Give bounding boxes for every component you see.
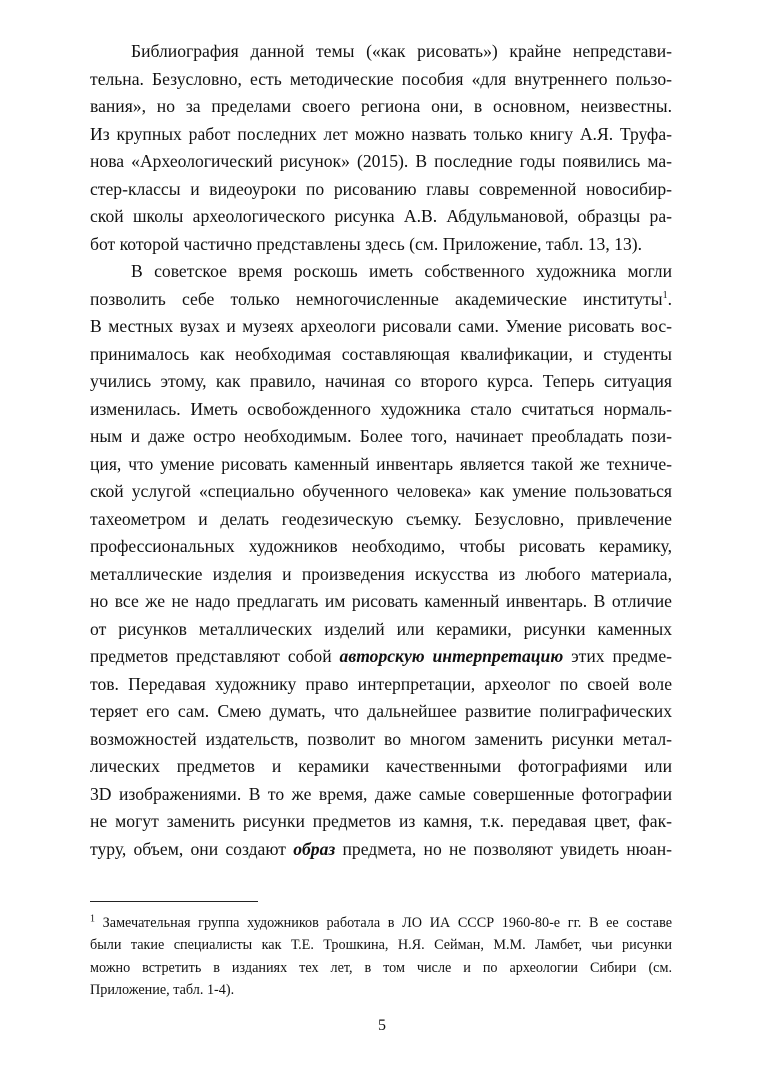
body-text xyxy=(90,38,672,863)
footnote-line: Приложение, табл. 1-4). xyxy=(90,981,235,998)
text-line: тельна. Безусловно, есть методические пособия «для внутреннего пользо- xyxy=(90,68,672,89)
text-line: В советское время роскошь иметь собственного художника могли xyxy=(131,261,672,281)
text-line-with-emphasis xyxy=(90,836,672,864)
text-line: изменилась. Иметь освобожденного художника стало считаться нормаль- xyxy=(90,398,672,419)
text-line: Библиография данной темы («как рисовать») крайне непредстави- xyxy=(131,41,672,61)
text-line: ция, что умение рисовать каменный инвентарь является такой же техниче- xyxy=(90,453,672,474)
footnote-line: были такие специалисты как Т.Е. Трошкина, Н.Я. Сейман, М.М. Ламбет, чьи рисунки xyxy=(90,937,672,954)
text-segment: позволить себе только немногочисленные академические институты xyxy=(90,288,663,309)
footnote-reference[interactable]: 1 xyxy=(662,289,668,301)
page-number: 5 xyxy=(378,1017,386,1034)
text-line: от рисунков металлических изделий или керамики, рисунки каменных xyxy=(90,618,672,639)
text-line: тахеометром и делать геодезическую съемку. Безусловно, привлечение xyxy=(90,508,672,529)
footnote-marker: 1 xyxy=(90,913,95,925)
text-line: стер-классы и видеоуроки по рисованию главы современной новосибир- xyxy=(90,178,672,199)
text-line: профессиональных художников необходимо, чтобы рисовать керамику, xyxy=(90,536,672,556)
text-segment: туру, объем, они создают xyxy=(90,838,294,859)
text-line: возможностей издательств, позволит во многом заменить рисунки метал- xyxy=(90,728,672,749)
text-line: нова «Археологический рисунок» (2015). В последние годы появились ма- xyxy=(90,151,672,171)
text-line: тов. Передавая художнику право интерпретации, археолог по своей воле xyxy=(90,673,672,694)
text-line-with-footnote-ref: позволить себе только немногочисленные академические институты$^1$. xyxy=(90,288,672,309)
text-segment: предметов представляют собой xyxy=(90,646,340,666)
text-line: металлические изделия и произведения искусства из любого материала, xyxy=(90,563,672,584)
footnote xyxy=(90,912,672,1001)
text-line: лических предметов и керамики качественными фотографиями или xyxy=(90,756,672,776)
text-line: но все же не надо предлагать им рисовать каменный инвентарь. В отличие xyxy=(90,591,672,611)
text-line: В местных вузах и музеях археологи рисовали сами. Умение рисовать вос- xyxy=(90,316,672,336)
text-line: теряет его сам. Смею думать, что дальнейшее развитие полиграфических xyxy=(90,701,672,721)
text-line: ным и даже остро необходимым. Более того, начинает преобладать пози- xyxy=(90,426,672,446)
emphasized-phrase: авторскую интерпретацию xyxy=(339,646,564,666)
text-line: бот которой частично представлены здесь (см. Приложение, табл. 13, 13). xyxy=(90,233,643,254)
text-line: вания», но за пределами своего региона они, в основном, неизвестны. xyxy=(90,96,672,116)
text-line: не могут заменить рисунки предметов из камня, т.к. передавая цвет, фак- xyxy=(90,811,672,831)
text-line: ской услугой «специально обученного человека» как умение пользоваться xyxy=(90,481,672,501)
footnote-separator xyxy=(90,901,258,902)
footnote-line xyxy=(90,912,672,934)
text-line: учились этому, как правило, начиная со второго курса. Теперь ситуация xyxy=(90,371,672,391)
text-line-with-emphasis xyxy=(90,643,672,671)
text-line: 3D изображениями. В то же время, даже самые совершенные фотографии xyxy=(90,783,672,804)
emphasized-word: образ xyxy=(293,838,336,859)
text-line: ской школы археологического рисунка А.В. Абдульмановой, образцы ра- xyxy=(90,206,672,226)
text-segment: этих предме- xyxy=(563,646,672,666)
footnote-line: можно встретить в изданиях тех лет, в том числе и по археологии Сибири (см. xyxy=(90,959,672,976)
text-line: принималось как необходимая составляющая квалификации, и студенты xyxy=(90,343,672,364)
text-line: Из крупных работ последних лет можно назвать только книгу А.Я. Труфа- xyxy=(90,123,672,144)
text-segment: Замечательная группа художников работала в ЛО ИА СССР 1960-80-е гг. В ее составе xyxy=(95,915,672,931)
text-segment: предмета, но не позволяют увидеть нюан- xyxy=(335,838,672,859)
